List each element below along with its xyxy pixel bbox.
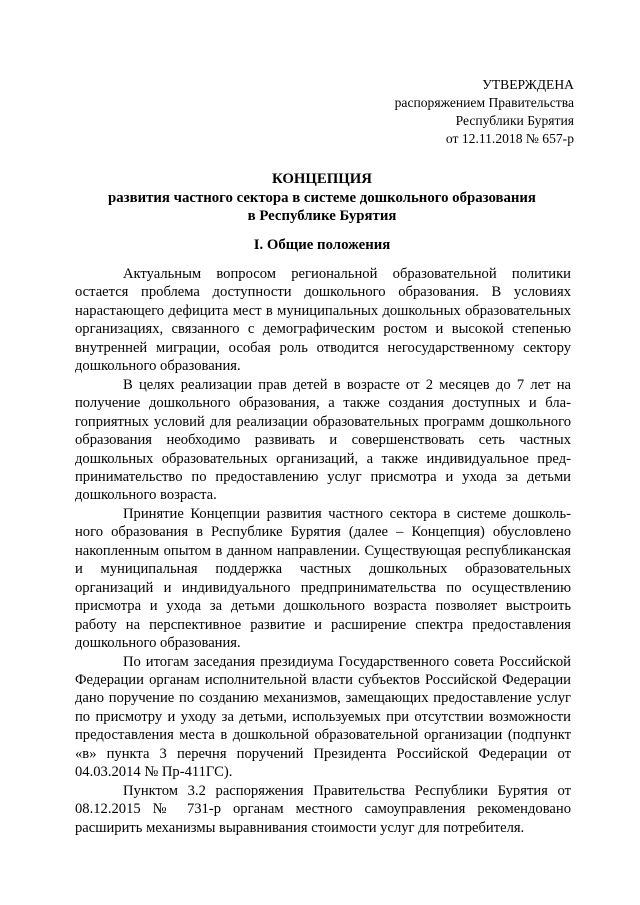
paragraph-1: Актуальным вопросом региональной образовательной политики остается проблема доступности дошкольного образования. В условиях нарастающего дефицита мест в муниципальных дошкольных образовательных организациях, связанного с демографическим ростом и высокой степенью внутренней миграции, особая роль отводится негосударственному сектору дошкольного образования. <box>75 266 571 375</box>
title-region: в Республике Бурятия <box>247 208 397 224</box>
approval-title: УТВЕРЖДЕНА <box>482 77 574 92</box>
section-heading: I. Общие положения <box>253 237 391 253</box>
paragraph-4: По итогам заседания президиума Государственного совета Российской Федерации органам исполнительной власти субъектов Российской Федерации дано поручение по созданию механизмов, замещающих предоставление услуг по присмотру и уходу за детьми, используемых при отсутствии возможности предоставления места в дошкольной образовательной организации (подпункт «в» пункта 3 перечня поручений Президента Российской Федерации от 04.03.2014 № Пр-411ГС). <box>75 653 571 781</box>
document-body <box>75 265 571 837</box>
paragraph-5: Пунктом 3.2 распоряжения Правительства Республики Бурятия от 08.12.2015 № 731-р органам местного самоуправления рекомендовано расширить механизмы выравнивания стоимости услуг для потребителя. <box>75 782 571 836</box>
title-subject: развития частного сектора в системе дошкольного образования <box>108 189 536 206</box>
approval-stamp <box>395 76 574 148</box>
title-word: КОНЦЕПЦИЯ <box>272 171 372 187</box>
approval-issuer: распоряжением Правительства <box>394 95 574 110</box>
paragraph-3: Принятие Концепции развития частного сектора в системе дошкольного образования в Республике Бурятия (далее – Концепция) обусловлено накопленным опытом в данном направлении. Существующая республиканская и муниципальная поддержка частных дошкольных образовательных организаций и индивидуального предпринимательства по осуществлению присмотра и ухода за детьми дошкольного возраста позволяет выстроить работу на перспективное развитие и расширение спектра предоставления дошкольного образования. <box>75 505 571 652</box>
approval-date-number: от 12.11.2018 № 657-р <box>445 131 574 146</box>
document-title <box>72 170 572 226</box>
paragraph-2: В целях реализации прав детей в возрасте от 2 месяцев до 7 лет на получение дошкольного образования, а также создания доступных и благоприятных условий для реализации образовательных программ дошкольного образования необходимо развивать и совершенствовать сеть частных дошкольных образовательных организаций, а также индивидуальное предпринимательство по предоставлению услуг присмотра и ухода за детьми дошкольного возраста. <box>75 376 571 504</box>
approval-region: Республики Бурятия <box>455 113 574 128</box>
